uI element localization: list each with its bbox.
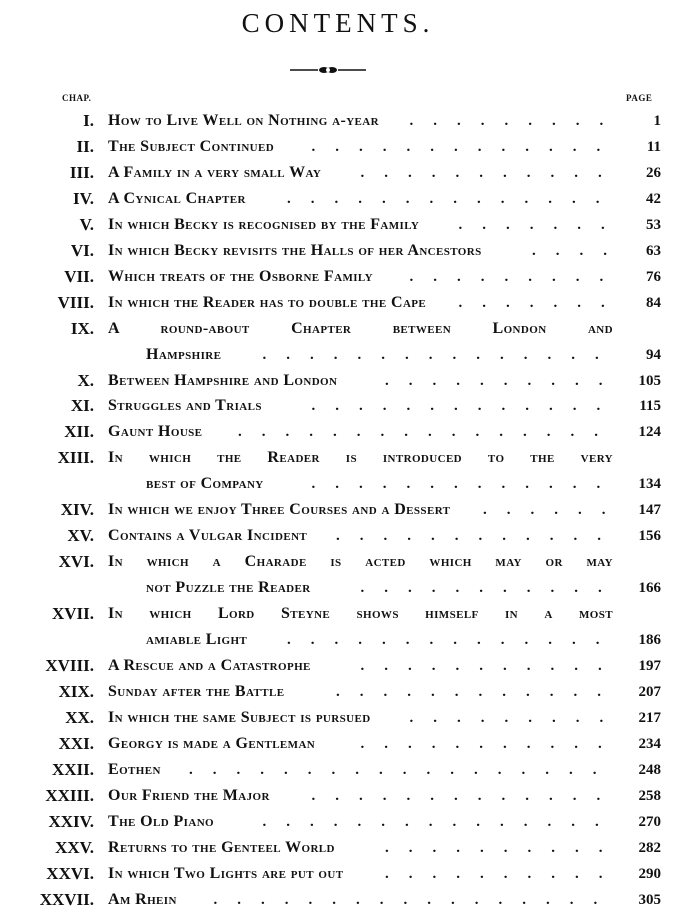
- chapter-title: Am Rhein: [108, 890, 177, 908]
- page-number: 115: [639, 398, 661, 415]
- leader-dots: ..........: [385, 865, 623, 882]
- chapter-number: XVII.: [51, 604, 94, 624]
- leader-dots: ...........: [360, 657, 622, 674]
- chapter-number: XXI.: [58, 733, 94, 753]
- chapter-number: XVI.: [58, 552, 94, 572]
- chapter-title: Hampshire: [146, 345, 222, 363]
- chapter-title: In which Becky is recognised by the Family: [108, 215, 420, 233]
- page-number: 305: [638, 891, 661, 908]
- chapter-number: XXIII.: [45, 785, 94, 805]
- chapter-title: A Rescue and a Catastrophe: [108, 656, 311, 674]
- leader-dots: .........: [409, 268, 624, 285]
- page-number: 42: [646, 190, 661, 207]
- chapter-title: The Subject Continued: [108, 137, 275, 155]
- page-number: 26: [646, 164, 661, 181]
- leader-dots: ...........: [360, 735, 622, 752]
- chapter-title: Sunday after the Battle: [108, 682, 285, 700]
- chapter-title: In which Becky revisits the Halls of her Ancestors: [108, 241, 482, 259]
- toc-row: [0, 890, 676, 916]
- chapter-title: Georgy is made a Gentleman: [108, 734, 316, 752]
- chapter-title: In which Two Lights are put out: [108, 864, 344, 882]
- chapter-number: V.: [79, 214, 94, 234]
- chapter-title: Which treats of the Osborne Family: [108, 267, 373, 285]
- leader-dots: ..............: [287, 632, 620, 648]
- chapter-title: The Old Piano: [108, 812, 214, 830]
- leader-dots: .........: [409, 709, 624, 726]
- page-number: 53: [646, 216, 661, 233]
- leader-dots: ..........: [385, 839, 623, 856]
- page-number: 197: [638, 657, 661, 674]
- toc-row: [0, 241, 676, 267]
- toc-row: [0, 864, 676, 890]
- chapter-title: In which Lord Steyne shows himself in a most: [108, 605, 613, 623]
- toc-row: [0, 552, 676, 578]
- leader-dots: ......: [483, 502, 626, 519]
- chapter-number: VIII.: [57, 292, 94, 312]
- toc-row: [0, 656, 676, 682]
- page-title: CONTENTS.: [241, 8, 435, 38]
- leader-dots: ....: [532, 242, 627, 259]
- page-number: 147: [638, 502, 661, 519]
- toc-row: [0, 500, 676, 526]
- toc-row: [0, 734, 676, 760]
- leader-dots: ..........: [385, 372, 623, 389]
- toc-row: [0, 163, 676, 189]
- page-number: 166: [638, 580, 661, 597]
- toc-row: [0, 111, 676, 137]
- leader-dots: ..................: [189, 761, 617, 778]
- page-number: 76: [646, 268, 661, 285]
- toc-row: [0, 137, 676, 163]
- chapter-title: How to Live Well on Nothing a-year: [108, 112, 379, 129]
- chapter-number: XXIV.: [48, 811, 94, 831]
- toc-row: [0, 448, 676, 474]
- leader-dots: .......: [458, 216, 625, 233]
- leader-dots: .............: [311, 787, 621, 804]
- page-number: 217: [638, 709, 661, 726]
- chapter-title: In which we enjoy Three Courses and a Dessert: [108, 501, 451, 519]
- page-number: 124: [638, 424, 661, 441]
- chapter-title: In which a Charade is acted which may or may: [108, 553, 613, 571]
- chapter-number: XXVI.: [46, 863, 94, 883]
- page-number: 105: [638, 372, 661, 389]
- leader-dots: .........: [409, 113, 624, 129]
- chapter-title: Struggles and Trials: [108, 397, 262, 415]
- chapter-title: Between Hampshire and London: [108, 371, 338, 389]
- page-number: 1: [653, 113, 661, 129]
- page-number: 134: [638, 476, 661, 493]
- chapter-title: Eothen: [108, 760, 161, 778]
- chapter-number: XII.: [64, 422, 94, 442]
- toc-row: [0, 812, 676, 838]
- chapter-title: In which the Reader has to double the Cape: [108, 293, 427, 311]
- chapter-title: In which the Reader is introduced to the very: [108, 449, 613, 467]
- toc-row: [0, 760, 676, 786]
- toc-row: [0, 474, 676, 500]
- chapter-title: best of Company: [146, 475, 264, 493]
- page-number: 207: [638, 683, 661, 700]
- chapter-number: X.: [77, 370, 94, 390]
- chapter-number: XIII.: [57, 448, 94, 468]
- toc-row: [0, 422, 676, 448]
- page-number: 84: [646, 294, 661, 311]
- chapter-number: XIV.: [60, 500, 94, 520]
- toc-row: [0, 682, 676, 708]
- leader-dots: .............: [311, 398, 621, 415]
- toc-row: [0, 630, 676, 656]
- page-number: 63: [646, 242, 661, 259]
- toc-row: [0, 371, 676, 397]
- page-number: 248: [638, 761, 661, 778]
- chapter-title: A Family in a very small Way: [108, 163, 322, 181]
- leader-dots: .............: [311, 476, 621, 493]
- chapter-title: Returns to the Genteel World: [108, 838, 335, 856]
- chapter-number: XXII.: [51, 759, 94, 779]
- page-number: 258: [638, 787, 661, 804]
- chapter-number: I.: [83, 111, 94, 130]
- page-number: 94: [646, 346, 661, 363]
- toc-row: [0, 708, 676, 734]
- chapter-title: Gaunt House: [108, 423, 203, 441]
- chapter-number: IX.: [70, 318, 94, 338]
- chapter-number: IV.: [73, 188, 94, 208]
- toc-row: [0, 345, 676, 371]
- page-column-label: PAGE: [626, 93, 653, 103]
- ornament-divider-icon: [288, 62, 368, 78]
- chapter-number: XXV.: [55, 837, 94, 857]
- page-number: 186: [638, 632, 661, 648]
- chapter-title: Contains a Vulgar Incident: [108, 527, 308, 545]
- toc-row: [0, 396, 676, 422]
- leader-dots: .................: [213, 891, 618, 908]
- toc-row: [0, 526, 676, 552]
- chapter-number: II.: [76, 136, 94, 156]
- page-number: 11: [646, 138, 661, 155]
- leader-dots: .............: [311, 138, 621, 155]
- chapter-title: In which the same Subject is pursued: [108, 708, 371, 726]
- page-number: 234: [638, 735, 661, 752]
- chapter-number: XXVII.: [39, 889, 94, 909]
- leader-dots: ..............: [287, 190, 620, 207]
- leader-dots: ................: [238, 424, 618, 441]
- chapter-title: not Puzzle the Reader: [146, 579, 311, 597]
- chapter-number: VI.: [70, 240, 94, 260]
- chapter-number: III.: [69, 162, 94, 182]
- chapter-title: A Cynical Chapter: [108, 189, 246, 207]
- toc-row: [0, 786, 676, 812]
- leader-dots: ...........: [360, 164, 622, 181]
- page-number: 156: [638, 528, 661, 545]
- chapter-number: XIX.: [58, 681, 94, 701]
- leader-dots: ...............: [262, 346, 619, 363]
- toc-row: [0, 604, 676, 630]
- chapter-number: XI.: [70, 396, 94, 416]
- toc-row: [0, 215, 676, 241]
- page-number: 290: [638, 865, 661, 882]
- toc-row: [0, 578, 676, 604]
- toc-row: [0, 319, 676, 345]
- page-number: 270: [638, 813, 661, 830]
- toc-row: [0, 293, 676, 319]
- leader-dots: ...........: [360, 580, 622, 597]
- leader-dots: ............: [336, 683, 621, 700]
- chapter-title: amiable Light: [146, 631, 248, 648]
- leader-dots: ...............: [262, 813, 619, 830]
- page-number: 282: [638, 839, 661, 856]
- leader-dots: .......: [458, 294, 625, 311]
- toc-row: [0, 189, 676, 215]
- toc-row: [0, 267, 676, 293]
- chapter-title: Our Friend the Major: [108, 786, 270, 804]
- chapter-number: VII.: [64, 266, 94, 286]
- chapter-number: XX.: [65, 707, 94, 727]
- chapter-number: XV.: [67, 526, 94, 546]
- leader-dots: ............: [336, 528, 621, 545]
- toc-row: [0, 838, 676, 864]
- chapter-column-label: CHAP.: [62, 93, 92, 103]
- chapter-title: A round-about Chapter between London and: [108, 319, 613, 337]
- chapter-number: XVIII.: [45, 655, 94, 675]
